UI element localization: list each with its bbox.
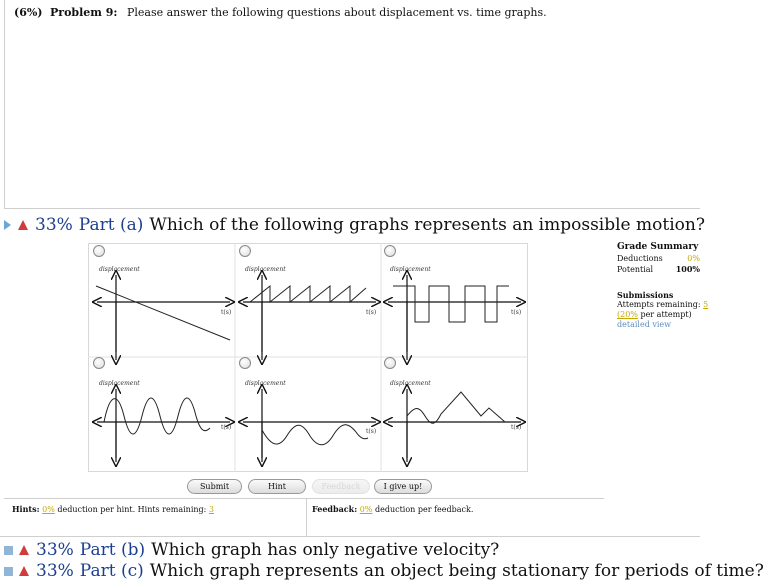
deductions-label: Deductions (617, 254, 663, 263)
hints-info (12, 504, 214, 514)
deductions-row (617, 253, 700, 264)
hints-label: Hints: (12, 504, 40, 514)
per-attempt-pct: (20% (617, 310, 638, 319)
graph-3-t-label: t(s) (511, 309, 522, 316)
option-radio-2[interactable] (239, 245, 251, 257)
hint-button[interactable]: Hint (248, 479, 306, 494)
part-b-percent: 33% (36, 540, 74, 560)
option-radio-4[interactable] (93, 357, 105, 369)
attempts-label: Attempts remaining: (617, 300, 701, 309)
part-b-header[interactable] (4, 540, 499, 560)
feedback-pct: 0% (359, 505, 373, 514)
feedback-info (312, 504, 473, 514)
problem-weight: (6%) (14, 6, 43, 19)
feedback-label: Feedback: (312, 504, 358, 514)
graph-6-t-label: t(s) (511, 424, 522, 431)
part-a-question: Which of the following graphs represents an impossible motion? (149, 215, 705, 235)
problem-header (14, 6, 547, 19)
part-c-percent: 33% (36, 561, 74, 581)
submit-button[interactable]: Submit (187, 479, 242, 494)
warning-icon (19, 566, 29, 576)
graph-3 (385, 272, 525, 362)
part-a-top-divider (4, 208, 700, 209)
graph-4-y-label: displacement (99, 380, 140, 387)
collapse-square-icon[interactable] (4, 546, 13, 555)
graph-4 (94, 386, 234, 466)
graph-2-y-label: displacement (245, 266, 286, 273)
per-attempt-text: per attempt) (637, 310, 692, 319)
graph-3-y-label: displacement (390, 266, 431, 273)
graph-2 (240, 272, 380, 362)
attempts-remaining (617, 300, 709, 310)
part-c-header[interactable] (4, 561, 764, 581)
hints-remaining: 3 (208, 505, 214, 514)
part-a-header[interactable] (4, 215, 705, 235)
graph-1-t-label: t(s) (221, 309, 232, 316)
option-radio-1[interactable] (93, 245, 105, 257)
hints-divider (4, 498, 604, 499)
part-c-question: Which graph represents an object being stationary for periods of time? (149, 561, 764, 581)
problem-instructions: Please answer the following questions about displacement vs. time graphs. (126, 6, 547, 19)
grade-summary-title: Grade Summary (617, 242, 699, 252)
potential-label: Potential (617, 265, 654, 274)
grade-summary (617, 242, 700, 275)
graph-6-y-label: displacement (390, 380, 431, 387)
hints-feedback-separator (306, 498, 307, 536)
potential-row (617, 264, 700, 275)
graph-2-t-label: t(s) (366, 309, 377, 316)
graph-5 (240, 386, 380, 466)
detailed-view-link[interactable]: detailed view (617, 320, 672, 329)
left-frame-line (4, 0, 5, 208)
graph-5-y-label: displacement (245, 380, 286, 387)
problem-label: Problem 9: (50, 6, 118, 19)
submissions-panel (617, 290, 709, 330)
feedback-button: Feedback (312, 479, 370, 494)
option-radio-3[interactable] (384, 245, 396, 257)
part-b-divider (0, 536, 700, 537)
part-a-label: Part (a) (78, 215, 144, 235)
graph-5-t-label: t(s) (366, 428, 377, 435)
part-b-label: Part (b) (79, 540, 146, 560)
expand-arrow-icon[interactable] (4, 220, 11, 230)
part-a-percent: 33% (35, 215, 73, 235)
attempts-value: 5 (703, 300, 709, 309)
give-up-button[interactable]: I give up! (374, 479, 432, 494)
graph-6 (385, 386, 525, 466)
graph-1 (94, 272, 234, 362)
feedback-text: deduction per feedback. (372, 505, 474, 514)
graph-1-y-label: displacement (99, 266, 140, 273)
collapse-square-icon[interactable] (4, 567, 13, 576)
per-attempt (617, 310, 700, 320)
hints-pct: 0% (42, 505, 55, 514)
hints-text: deduction per hint. Hints remaining: (54, 505, 209, 514)
warning-icon (19, 545, 29, 555)
part-b-question: Which graph has only negative velocity? (151, 540, 500, 560)
potential-value: 100% (675, 264, 700, 274)
option-radio-5[interactable] (239, 357, 251, 369)
submissions-title: Submissions (617, 290, 674, 300)
deductions-value: 0% (687, 254, 700, 263)
graph-4-t-label: t(s) (221, 424, 232, 431)
warning-icon (18, 220, 28, 230)
part-c-label: Part (c) (79, 561, 144, 581)
option-radio-6[interactable] (384, 357, 396, 369)
